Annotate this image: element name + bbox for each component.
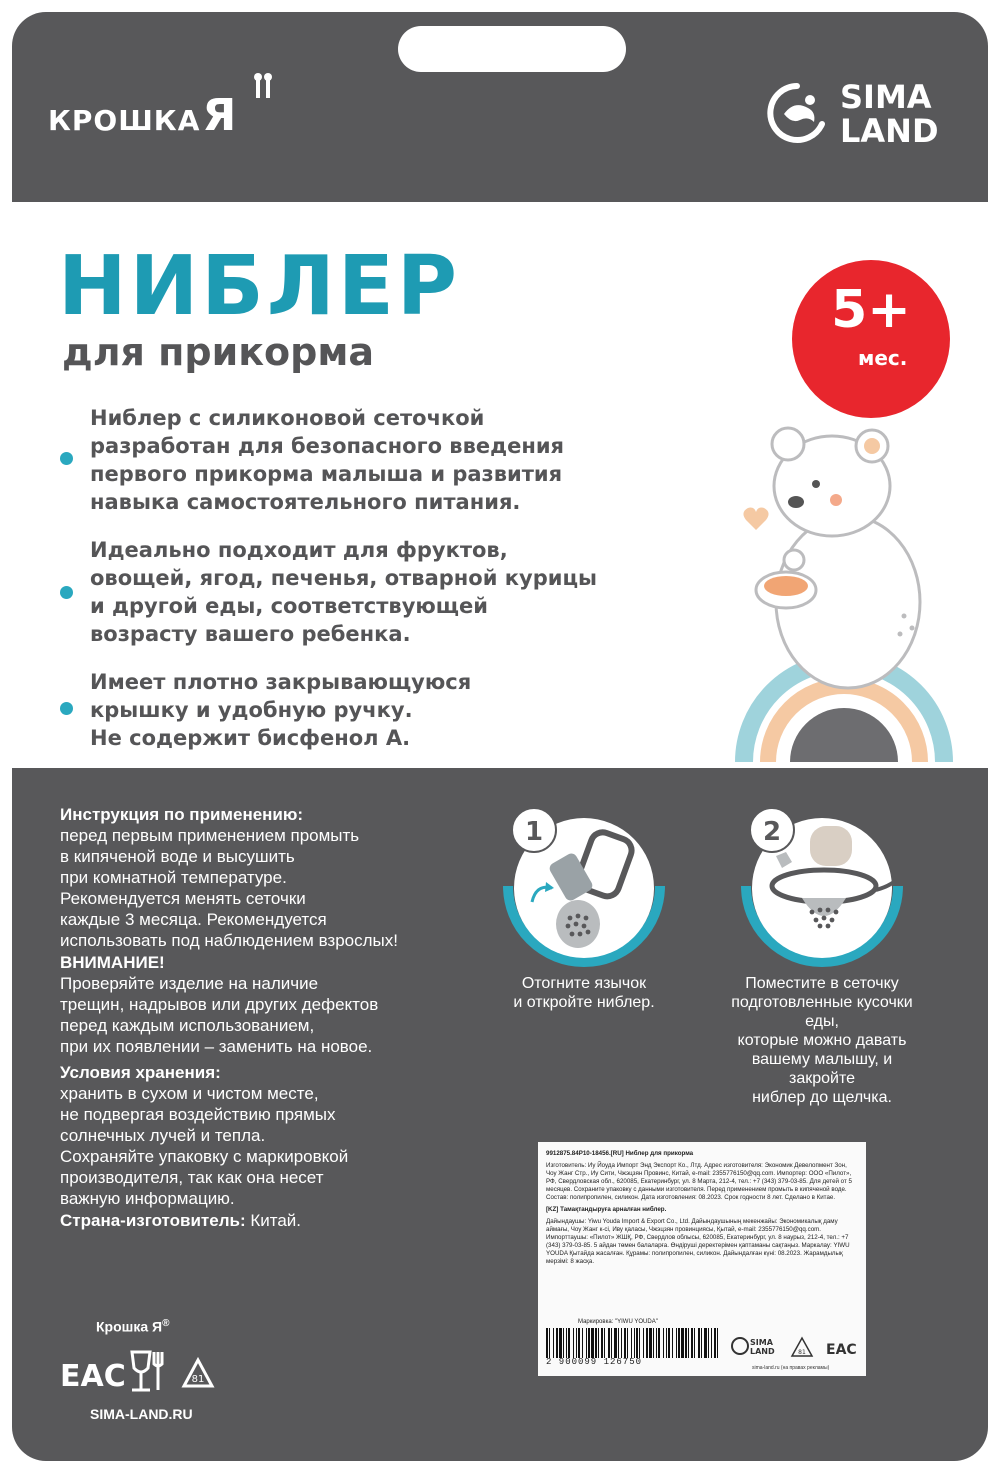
barcode-bar (678, 1328, 680, 1358)
label-sticker (538, 1142, 866, 1376)
barcode-bar (668, 1328, 670, 1358)
kroshka-ya-logo (48, 90, 237, 141)
step-2-caption: Поместите в сеточку подготовленные кусочки еды, которые можно давать вашему малышу, и закройте ниблер до щелчка. (731, 975, 913, 1106)
barcode-bar (546, 1328, 548, 1358)
recycle-number: 81 (191, 1374, 205, 1385)
barcode-bar (614, 1328, 617, 1358)
storage-text: хранить в сухом и чистом месте, не подвергая воздействию прямых солнечных лучей и тепла. Сохраняйте упаковку с маркировкой производителя, так как она несет важную информацию. (60, 1084, 349, 1208)
registered-mark: ® (162, 1318, 170, 1329)
barcode-bar (701, 1328, 702, 1358)
barcode-bar (717, 1328, 718, 1358)
storage-section (60, 1062, 460, 1209)
barcode (546, 1328, 720, 1358)
sima-land-mark-icon (764, 80, 830, 146)
product-info-panel (12, 202, 988, 768)
bottom-brand (96, 1318, 169, 1335)
eac-icon: EAC (60, 1359, 126, 1394)
bullet-dot-icon (60, 452, 73, 465)
country-value: Китай. (245, 1211, 302, 1230)
usage-section (60, 804, 460, 951)
barcode-bar (646, 1328, 648, 1358)
barcode-bar (698, 1328, 700, 1358)
barcode-bar (598, 1328, 599, 1358)
warning-text: Проверяйте изделие на наличие трещин, надрывов или других дефектов перед каждым использованием, при их появлении – заменить на новое. (60, 974, 379, 1056)
barcode-bar (631, 1328, 632, 1358)
barcode-bar (582, 1328, 583, 1358)
barcode-bar (663, 1328, 664, 1358)
eac-icon: EAC (826, 1342, 857, 1358)
step-2-illustration (732, 794, 912, 974)
barcode-bar (624, 1328, 626, 1358)
storage-heading: Условия хранения: (60, 1063, 221, 1082)
barcode-bar (694, 1328, 695, 1358)
barcode-bar (688, 1328, 689, 1358)
age-unit: мес. (858, 346, 908, 370)
age-number: 5+ (831, 280, 911, 340)
glass-fork-icon (132, 1352, 162, 1390)
bear-illustration (724, 402, 964, 762)
barcode-bar (634, 1328, 635, 1358)
barcode-bar (656, 1328, 657, 1358)
barcode-bar (578, 1328, 580, 1358)
age-badge (792, 260, 950, 418)
barcode-bar (627, 1328, 628, 1358)
barcode-bar (658, 1328, 660, 1358)
warning-section (60, 952, 460, 1057)
barcode-bar (573, 1328, 574, 1358)
hang-hole (398, 26, 626, 72)
feature-bullet (60, 668, 620, 752)
barcode-bar (559, 1328, 562, 1358)
barcode-bar (649, 1328, 652, 1358)
bullet-dot-icon (60, 586, 73, 599)
barcode-bar (553, 1328, 554, 1358)
barcode-bar (681, 1328, 684, 1358)
bottom-brand-name: Крошка Я (96, 1318, 163, 1335)
sticker-kz-text: Дайындаушы: Yiwu Youda Import & Export Co., Ltd. Дайындаушының мекенжайы: Экономикалық даму аймағы, Чоу Жанг к-сі, Иву қаласы, Чжэцзян провинциясы, Қытай, e-mail: 2355776150@qq.com. Импорттаушы: «Пилот» ЖШҚ, РФ, Свердлов облысы, 620085, Екатеринбург, ул. 8 наурыз, 212-4, тел.: +7 (343) 379-03-85. 5 айдан төмен балаларға. Өндіруші деректерімен қаптаманы сақтаңыз. Маркалау: YIWU YOUDA Қытайда жасалған. Құрамы: полипропилен, силикон. Дайындалған күні: 08.2023. Жарамдылық мерзімі: 8 жасқа. (546, 1218, 850, 1265)
logo-left-ya: Я (202, 90, 238, 141)
product-title: НИБЛЕР (58, 239, 460, 334)
barcode-bar (708, 1328, 709, 1358)
barcode-bar (591, 1328, 594, 1358)
barcode-bar (588, 1328, 590, 1358)
sima-land-logo (764, 72, 964, 162)
sima-land-mark-icon (732, 1338, 748, 1354)
sima-land-word-2: LAND (840, 112, 939, 150)
barcode-bar (568, 1328, 570, 1358)
barcode-bar (563, 1328, 564, 1358)
barcode-bar (611, 1328, 612, 1358)
sticker-marking: Маркировка: "YIWU YOUDA" (578, 1319, 658, 1325)
feature-text: Идеально подходит для фруктов, овощей, ягод, печенья, отварной курицы и другой еды, соответствующей возрасту вашего ребенка. (90, 538, 598, 646)
feature-text: Имеет плотно закрывающуюся крышку и удобную ручку. Не содержит бисфенол А. (90, 670, 472, 750)
barcode-bar (576, 1328, 577, 1358)
barcode-bar (691, 1328, 693, 1358)
barcode-bar (704, 1328, 707, 1358)
barcode-bar (556, 1328, 558, 1358)
barcode-bar (566, 1328, 567, 1358)
barcode-bar (643, 1328, 644, 1358)
barcode-bar (549, 1328, 550, 1358)
sima-land-small-word-2: LAND (750, 1347, 775, 1356)
giraffe-horns-icon (246, 72, 280, 102)
sticker-icons (730, 1332, 858, 1362)
warning-heading: ВНИМАНИЕ! (60, 953, 165, 972)
barcode-bar (685, 1328, 687, 1358)
barcode-bar (711, 1328, 712, 1358)
country-section (60, 1210, 460, 1231)
barcode-bar (595, 1328, 597, 1358)
barcode-number: 2 900099 126750 (546, 1357, 643, 1367)
barcode-bar (639, 1328, 640, 1358)
barcode-bar (672, 1328, 673, 1358)
packaging-card (12, 12, 988, 1461)
logo-left-text: КРОШКА (48, 104, 201, 137)
product-subtitle: для прикорма (62, 330, 375, 374)
feature-bullet (60, 536, 620, 648)
step-2-number: 2 (762, 817, 782, 847)
bullet-dot-icon (60, 702, 73, 715)
usage-heading: Инструкция по применению: (60, 805, 304, 824)
country-label: Страна-изготовитель: (60, 1211, 246, 1230)
barcode-bar (586, 1328, 587, 1358)
sima-land-small-word-1: SIMA (750, 1338, 773, 1347)
barcode-bar (653, 1328, 654, 1358)
usage-text: перед первым применением промыть в кипяченой воде и высушить при комнатной температуре. Рекомендуется менять сеточки каждые 3 месяца. Рекомендуется использовать под наблюдением взрослых! (60, 826, 398, 950)
sticker-ru-title: 9912875.84Р10-18456.[RU] Ниблер для прикорма (546, 1150, 694, 1157)
barcode-bar (604, 1328, 605, 1358)
sticker-kz-title: [KZ] Тамақтандыруға арналған ниблер. (546, 1206, 667, 1213)
sticker-footer: sima-land.ru (на правах рекламы) (752, 1365, 830, 1371)
certification-icons (60, 1342, 230, 1402)
barcode-bar (714, 1328, 716, 1358)
bottom-site: SIMA-LAND.RU (90, 1406, 193, 1422)
sticker-recycle-number: 81 (798, 1349, 806, 1356)
sima-land-word-1: SIMA (840, 78, 932, 116)
barcode-bar (666, 1328, 667, 1358)
feature-text: Ниблер с силиконовой сеточкой разработан для безопасного введения первого прикорма малыша и развития навыка самостоятельного питания. (90, 406, 565, 514)
sticker-ru-text: Изготовитель: Иу Йоуда Импорт Энд Экспорт Ко., Лтд. Адрес изготовителя: Экономик Девелопмент Зон, Чоу Жанг Стр., Иу Сити, Чжэцзян Провинс, Китай, e-mail: 2355776150@qq.com. Импортер: ООО «Пилот», РФ, Свердловская обл., 620085, Екатеринбург, ул. 8 Марта, 212-4, тел.: +7 (343) 379-03-85. Для детей от 5 месяцев. Сохраните упаковку с данными изготовителя. Перед применением промыть в кипяченой воде. Состав: полипропилен, силикон. Дата изготовления: 08.2023. Срок годности 8 лет. Сделано в Китае. (546, 1162, 852, 1201)
barcode-bar (608, 1328, 610, 1358)
step-1-number: 1 (524, 817, 544, 847)
barcode-bar (621, 1328, 622, 1358)
barcode-bar (618, 1328, 619, 1358)
barcode-bar (676, 1328, 677, 1358)
step-1-illustration (494, 794, 674, 974)
barcode-bar (601, 1328, 603, 1358)
step-1-caption: Отогните язычок и откройте ниблер. (513, 975, 655, 1011)
barcode-bar (636, 1328, 638, 1358)
feature-bullet (60, 404, 620, 516)
